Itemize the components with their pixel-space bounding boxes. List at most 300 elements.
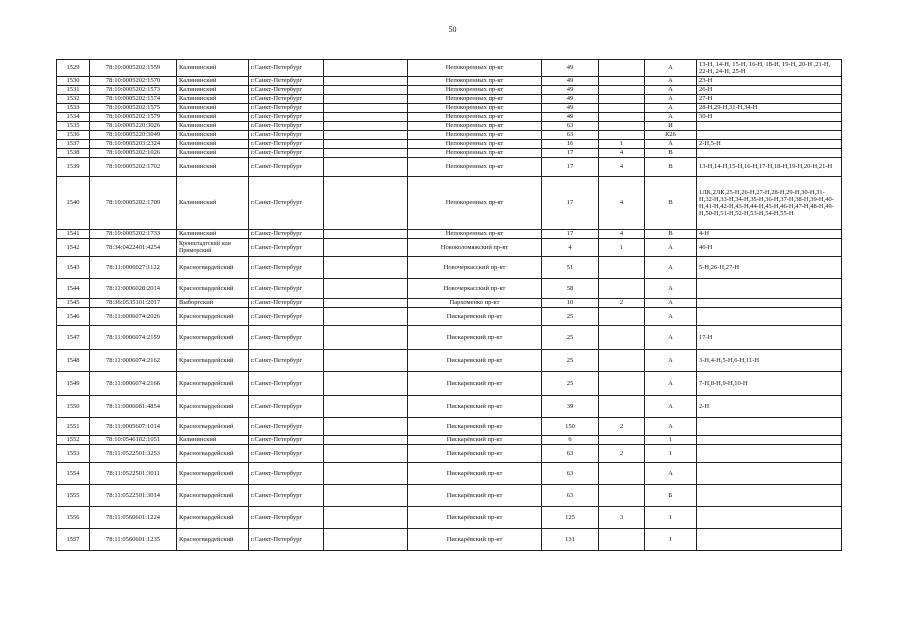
empty-cell xyxy=(324,436,408,445)
premises: 7-Н,8-Н,9-Н,10-Н xyxy=(697,372,842,396)
building-number xyxy=(599,131,645,140)
street: Непокоренных пр-кт xyxy=(408,158,542,177)
premises xyxy=(697,131,842,140)
building-number: 2 xyxy=(599,418,645,436)
premises xyxy=(697,529,842,551)
empty-cell xyxy=(324,350,408,372)
table-row xyxy=(57,95,842,104)
district: Выборгский xyxy=(177,299,249,308)
district: Красногвардейский xyxy=(177,372,249,396)
table-row xyxy=(57,372,842,396)
table-row xyxy=(57,122,842,131)
street: Пискарёвский пр-кт xyxy=(408,436,542,445)
premises xyxy=(697,122,842,131)
district: Калининский xyxy=(177,60,249,77)
district: Красногвардейский xyxy=(177,507,249,529)
row-number: 1549 xyxy=(57,372,90,396)
row-number: 1555 xyxy=(57,485,90,507)
building-number xyxy=(599,326,645,350)
cadastral-number: 78:10:0005202:1574 xyxy=(90,95,177,104)
empty-cell xyxy=(324,149,408,158)
street: Непокоренных пр-кт xyxy=(408,77,542,86)
city: г.Санкт-Петербург xyxy=(249,239,324,257)
street: Новочеркасский пр-кт xyxy=(408,279,542,299)
letter: А xyxy=(645,239,697,257)
cadastral-number: 78:10:0546102:1051 xyxy=(90,436,177,445)
city: г.Санкт-Петербург xyxy=(249,95,324,104)
table-row xyxy=(57,149,842,158)
letter: В xyxy=(645,230,697,239)
letter: А xyxy=(645,279,697,299)
letter: Б xyxy=(645,485,697,507)
city: г.Санкт-Петербург xyxy=(249,326,324,350)
premises: 30-Н xyxy=(697,113,842,122)
street: Пискаревский пр-кт xyxy=(408,326,542,350)
house-number: 49 xyxy=(542,77,599,86)
table-row xyxy=(57,86,842,95)
premises: 2-Н,5-Н xyxy=(697,140,842,149)
row-number: 1534 xyxy=(57,113,90,122)
table-row xyxy=(57,436,842,445)
letter: А xyxy=(645,60,697,77)
district: Красногвардейский xyxy=(177,418,249,436)
premises xyxy=(697,463,842,485)
premises: 5-Н,26-Н,27-Н xyxy=(697,257,842,279)
cadastral-number: 78:10:0005202:1733 xyxy=(90,230,177,239)
district: Калининский xyxy=(177,95,249,104)
city: г.Санкт-Петербург xyxy=(249,445,324,463)
empty-cell xyxy=(324,299,408,308)
building-number xyxy=(599,436,645,445)
row-number: 1557 xyxy=(57,529,90,551)
cadastral-number: 78:11:0006074:2166 xyxy=(90,372,177,396)
row-number: 1538 xyxy=(57,149,90,158)
premises: 26-Н xyxy=(697,86,842,95)
row-number: 1547 xyxy=(57,326,90,350)
street: Пискаревский пр-кт xyxy=(408,372,542,396)
building-number: 2 xyxy=(599,445,645,463)
table-row xyxy=(57,60,842,77)
letter: 1 xyxy=(645,445,697,463)
cadastral-number: 78:11:0522501:3011 xyxy=(90,463,177,485)
city: г.Санкт-Петербург xyxy=(249,372,324,396)
street: Непокоренных пр-кт xyxy=(408,177,542,230)
city: г.Санкт-Петербург xyxy=(249,122,324,131)
letter: 1 xyxy=(645,507,697,529)
building-number xyxy=(599,463,645,485)
cadastral-number: 78:10:0005202:1559 xyxy=(90,60,177,77)
house-number: 17 xyxy=(542,149,599,158)
street: Пискарёвский пр-кт xyxy=(408,485,542,507)
city: г.Санкт-Петербург xyxy=(249,86,324,95)
street: Непокоренных пр-кт xyxy=(408,140,542,149)
house-number: 58 xyxy=(542,279,599,299)
cadastral-number: 78:10:0005202:1026 xyxy=(90,149,177,158)
street: Пискарёвский пр-кт xyxy=(408,463,542,485)
letter: В xyxy=(645,158,697,177)
house-number: 10 xyxy=(542,299,599,308)
city: г.Санкт-Петербург xyxy=(249,149,324,158)
premises: 23-Н xyxy=(697,77,842,86)
city: г.Санкт-Петербург xyxy=(249,77,324,86)
cadastral-number: 78:10:0005202:1579 xyxy=(90,113,177,122)
street: Пискарёвский пр-кт xyxy=(408,507,542,529)
letter: 1 xyxy=(645,529,697,551)
building-number: 4 xyxy=(599,177,645,230)
table-row xyxy=(57,350,842,372)
district: Калининский xyxy=(177,158,249,177)
row-number: 1537 xyxy=(57,140,90,149)
house-number: 25 xyxy=(542,308,599,326)
cadastral-number: 78:11:0560601:1224 xyxy=(90,507,177,529)
house-number: 49 xyxy=(542,60,599,77)
house-number: 49 xyxy=(542,95,599,104)
city: г.Санкт-Петербург xyxy=(249,529,324,551)
letter: 1 xyxy=(645,436,697,445)
building-number: 1 xyxy=(599,239,645,257)
cadastral-number: 78:10:0005220:3049 xyxy=(90,131,177,140)
street: Пискаревский пр-кт xyxy=(408,350,542,372)
empty-cell xyxy=(324,418,408,436)
letter: А xyxy=(645,140,697,149)
cadastral-number: 78:11:0006074:2162 xyxy=(90,350,177,372)
city: г.Санкт-Петербург xyxy=(249,158,324,177)
city: г.Санкт-Петербург xyxy=(249,257,324,279)
building-number xyxy=(599,95,645,104)
cadastral-number: 78:11:0006028:2014 xyxy=(90,279,177,299)
premises xyxy=(697,149,842,158)
building-number: 4 xyxy=(599,230,645,239)
cadastral-number: 78:10:0005202:1702 xyxy=(90,158,177,177)
letter: А xyxy=(645,418,697,436)
district: Калининский xyxy=(177,230,249,239)
table-row xyxy=(57,463,842,485)
premises xyxy=(697,299,842,308)
row-number: 1535 xyxy=(57,122,90,131)
building-number xyxy=(599,257,645,279)
table-row xyxy=(57,77,842,86)
building-number: 4 xyxy=(599,149,645,158)
letter: К26 xyxy=(645,131,697,140)
building-number xyxy=(599,350,645,372)
page-number: 50 xyxy=(448,25,457,34)
table-row xyxy=(57,131,842,140)
city: г.Санкт-Петербург xyxy=(249,308,324,326)
building-number: 1 xyxy=(599,140,645,149)
street: Непокоренных пр-кт xyxy=(408,149,542,158)
building-number xyxy=(599,86,645,95)
street: Непокоренных пр-кт xyxy=(408,122,542,131)
cadastral-number: 78:10:0005202:1573 xyxy=(90,86,177,95)
letter: А xyxy=(645,104,697,113)
house-number: 6 xyxy=(542,436,599,445)
premises: 13-Н,14-Н,15-Н,16-Н,17-Н,18-Н,19-Н,20-Н,21-Н xyxy=(697,158,842,177)
house-number: 63 xyxy=(542,445,599,463)
building-number xyxy=(599,60,645,77)
premises xyxy=(697,507,842,529)
row-number: 1552 xyxy=(57,436,90,445)
city: г.Санкт-Петербург xyxy=(249,140,324,149)
house-number: 63 xyxy=(542,122,599,131)
premises xyxy=(697,308,842,326)
house-number: 150 xyxy=(542,418,599,436)
city: г.Санкт-Петербург xyxy=(249,350,324,372)
house-number: 17 xyxy=(542,158,599,177)
letter: А xyxy=(645,77,697,86)
premises: 3-Н,4-Н,5-Н,6-Н,11-Н xyxy=(697,350,842,372)
cadastral-number: 78:11:0006081:4854 xyxy=(90,396,177,418)
district: Калининский xyxy=(177,77,249,86)
premises: 28-Н,29-Н,31-Н,34-Н xyxy=(697,104,842,113)
row-number: 1542 xyxy=(57,239,90,257)
street: Непокоренных пр-кт xyxy=(408,104,542,113)
city: г.Санкт-Петербург xyxy=(249,418,324,436)
empty-cell xyxy=(324,177,408,230)
district: Калининский xyxy=(177,140,249,149)
empty-cell xyxy=(324,463,408,485)
row-number: 1544 xyxy=(57,279,90,299)
street: Новоколомяжский пр-кт xyxy=(408,239,542,257)
letter: В xyxy=(645,177,697,230)
district: Красногвардейский xyxy=(177,463,249,485)
table-row xyxy=(57,140,842,149)
empty-cell xyxy=(324,131,408,140)
empty-cell xyxy=(324,122,408,131)
street: Непокоренных пр-кт xyxy=(408,113,542,122)
cadastral-number: 78:11:0560601:1235 xyxy=(90,529,177,551)
house-number: 4 xyxy=(542,239,599,257)
street: Непокоренных пр-кт xyxy=(408,86,542,95)
district: Красногвардейский xyxy=(177,485,249,507)
city: г.Санкт-Петербург xyxy=(249,396,324,418)
row-number: 1539 xyxy=(57,158,90,177)
house-number: 17 xyxy=(542,177,599,230)
empty-cell xyxy=(324,326,408,350)
cadastral-number: 78:11:0522501:3014 xyxy=(90,485,177,507)
house-number: 125 xyxy=(542,507,599,529)
district: Красногвардейский xyxy=(177,257,249,279)
building-number: 4 xyxy=(599,158,645,177)
row-number: 1550 xyxy=(57,396,90,418)
building-number xyxy=(599,104,645,113)
city: г.Санкт-Петербург xyxy=(249,279,324,299)
building-number xyxy=(599,372,645,396)
house-number: 25 xyxy=(542,372,599,396)
table-row xyxy=(57,326,842,350)
street: Пискаревский пр-кт xyxy=(408,418,542,436)
city: г.Санкт-Петербург xyxy=(249,507,324,529)
house-number: 49 xyxy=(542,86,599,95)
house-number: 63 xyxy=(542,463,599,485)
premises xyxy=(697,436,842,445)
house-number: 131 xyxy=(542,529,599,551)
letter: А xyxy=(645,299,697,308)
street: Непокоренных пр-кт xyxy=(408,131,542,140)
premises: 17-Н xyxy=(697,326,842,350)
empty-cell xyxy=(324,86,408,95)
cadastral-number: 78:10:0005202:1709 xyxy=(90,177,177,230)
district: Калининский xyxy=(177,149,249,158)
building-number xyxy=(599,77,645,86)
street: Непокоренных пр-кт xyxy=(408,230,542,239)
city: г.Санкт-Петербург xyxy=(249,299,324,308)
row-number: 1554 xyxy=(57,463,90,485)
table-row xyxy=(57,113,842,122)
house-number: 63 xyxy=(542,131,599,140)
house-number: 63 xyxy=(542,485,599,507)
cadastral-number: 78:11:0006074:2159 xyxy=(90,326,177,350)
city: г.Санкт-Петербург xyxy=(249,485,324,507)
row-number: 1548 xyxy=(57,350,90,372)
letter: И xyxy=(645,122,697,131)
premises: 27-Н xyxy=(697,95,842,104)
district: Кронштадтский или Приморский xyxy=(177,239,249,257)
table-row xyxy=(57,529,842,551)
city: г.Санкт-Петербург xyxy=(249,463,324,485)
empty-cell xyxy=(324,239,408,257)
letter: А xyxy=(645,95,697,104)
letter: А xyxy=(645,308,697,326)
street: Пархоменко пр-кт xyxy=(408,299,542,308)
letter: А xyxy=(645,86,697,95)
cadastral-number: 78:11:0006074:2026 xyxy=(90,308,177,326)
cadastral-number: 78:10:0005202:1570 xyxy=(90,77,177,86)
empty-cell xyxy=(324,308,408,326)
building-number xyxy=(599,396,645,418)
house-number: 17 xyxy=(542,230,599,239)
house-number: 16 xyxy=(542,140,599,149)
empty-cell xyxy=(324,230,408,239)
empty-cell xyxy=(324,104,408,113)
city: г.Санкт-Петербург xyxy=(249,230,324,239)
row-number: 1556 xyxy=(57,507,90,529)
cadastral-number: 78:10:0005202:1575 xyxy=(90,104,177,113)
district: Калининский xyxy=(177,122,249,131)
empty-cell xyxy=(324,279,408,299)
premises: 4-Н xyxy=(697,230,842,239)
building-number xyxy=(599,113,645,122)
table-row xyxy=(57,418,842,436)
property-table xyxy=(56,59,842,551)
table-row xyxy=(57,308,842,326)
table-row xyxy=(57,239,842,257)
city: г.Санкт-Петербург xyxy=(249,60,324,77)
district: Калининский xyxy=(177,436,249,445)
district: Красногвардейский xyxy=(177,529,249,551)
letter: А xyxy=(645,257,697,279)
building-number xyxy=(599,308,645,326)
district: Красногвардейский xyxy=(177,350,249,372)
building-number: 2 xyxy=(599,299,645,308)
empty-cell xyxy=(324,60,408,77)
street: Пискаревский пр-кт xyxy=(408,308,542,326)
letter: А xyxy=(645,326,697,350)
table-row xyxy=(57,507,842,529)
house-number: 39 xyxy=(542,396,599,418)
district: Калининский xyxy=(177,177,249,230)
house-number: 25 xyxy=(542,326,599,350)
empty-cell xyxy=(324,529,408,551)
empty-cell xyxy=(324,77,408,86)
district: Красногвардейский xyxy=(177,279,249,299)
street: Пискаревский пр-кт xyxy=(408,396,542,418)
empty-cell xyxy=(324,140,408,149)
table-row xyxy=(57,158,842,177)
district: Красногвардейский xyxy=(177,396,249,418)
street: Непокоренных пр-кт xyxy=(408,60,542,77)
table-row xyxy=(57,396,842,418)
table-row xyxy=(57,279,842,299)
table-row xyxy=(57,230,842,239)
table-row xyxy=(57,177,842,230)
city: г.Санкт-Петербург xyxy=(249,131,324,140)
table-row xyxy=(57,257,842,279)
building-number xyxy=(599,279,645,299)
row-number: 1541 xyxy=(57,230,90,239)
district: Калининский xyxy=(177,131,249,140)
street: Новочеркасский пр-кт xyxy=(408,257,542,279)
row-number: 1551 xyxy=(57,418,90,436)
row-number: 1529 xyxy=(57,60,90,77)
city: г.Санкт-Петербург xyxy=(249,104,324,113)
house-number: 49 xyxy=(542,104,599,113)
street: Пискарёвский пр-кт xyxy=(408,529,542,551)
street: Непокоренных пр-кт xyxy=(408,95,542,104)
cadastral-number: 78:11:0006027:1122 xyxy=(90,257,177,279)
row-number: 1540 xyxy=(57,177,90,230)
empty-cell xyxy=(324,158,408,177)
house-number: 51 xyxy=(542,257,599,279)
building-number xyxy=(599,122,645,131)
empty-cell xyxy=(324,257,408,279)
row-number: 1546 xyxy=(57,308,90,326)
table-row xyxy=(57,104,842,113)
city: г.Санкт-Петербург xyxy=(249,177,324,230)
premises xyxy=(697,485,842,507)
row-number: 1532 xyxy=(57,95,90,104)
district: Красногвардейский xyxy=(177,326,249,350)
letter: А xyxy=(645,372,697,396)
empty-cell xyxy=(324,372,408,396)
empty-cell xyxy=(324,445,408,463)
empty-cell xyxy=(324,485,408,507)
city: г.Санкт-Петербург xyxy=(249,113,324,122)
table-row xyxy=(57,445,842,463)
district: Калининский xyxy=(177,113,249,122)
row-number: 1536 xyxy=(57,131,90,140)
row-number: 1531 xyxy=(57,86,90,95)
premises xyxy=(697,418,842,436)
empty-cell xyxy=(324,95,408,104)
cadastral-number: 78:34:0422401:4254 xyxy=(90,239,177,257)
cadastral-number: 78:11:0522501:3253 xyxy=(90,445,177,463)
building-number xyxy=(599,529,645,551)
premises: 2-Н xyxy=(697,396,842,418)
letter: А xyxy=(645,113,697,122)
empty-cell xyxy=(324,396,408,418)
house-number: 25 xyxy=(542,350,599,372)
district: Красногвардейский xyxy=(177,445,249,463)
district: Красногвардейский xyxy=(177,308,249,326)
letter: А xyxy=(645,350,697,372)
cadastral-number: 78:36:0535101:2017 xyxy=(90,299,177,308)
empty-cell xyxy=(324,113,408,122)
premises: 46-Н xyxy=(697,239,842,257)
street: Пискарёвский пр-кт xyxy=(408,445,542,463)
letter: А xyxy=(645,396,697,418)
cadastral-number: 78:10:0005220:3026 xyxy=(90,122,177,131)
row-number: 1545 xyxy=(57,299,90,308)
